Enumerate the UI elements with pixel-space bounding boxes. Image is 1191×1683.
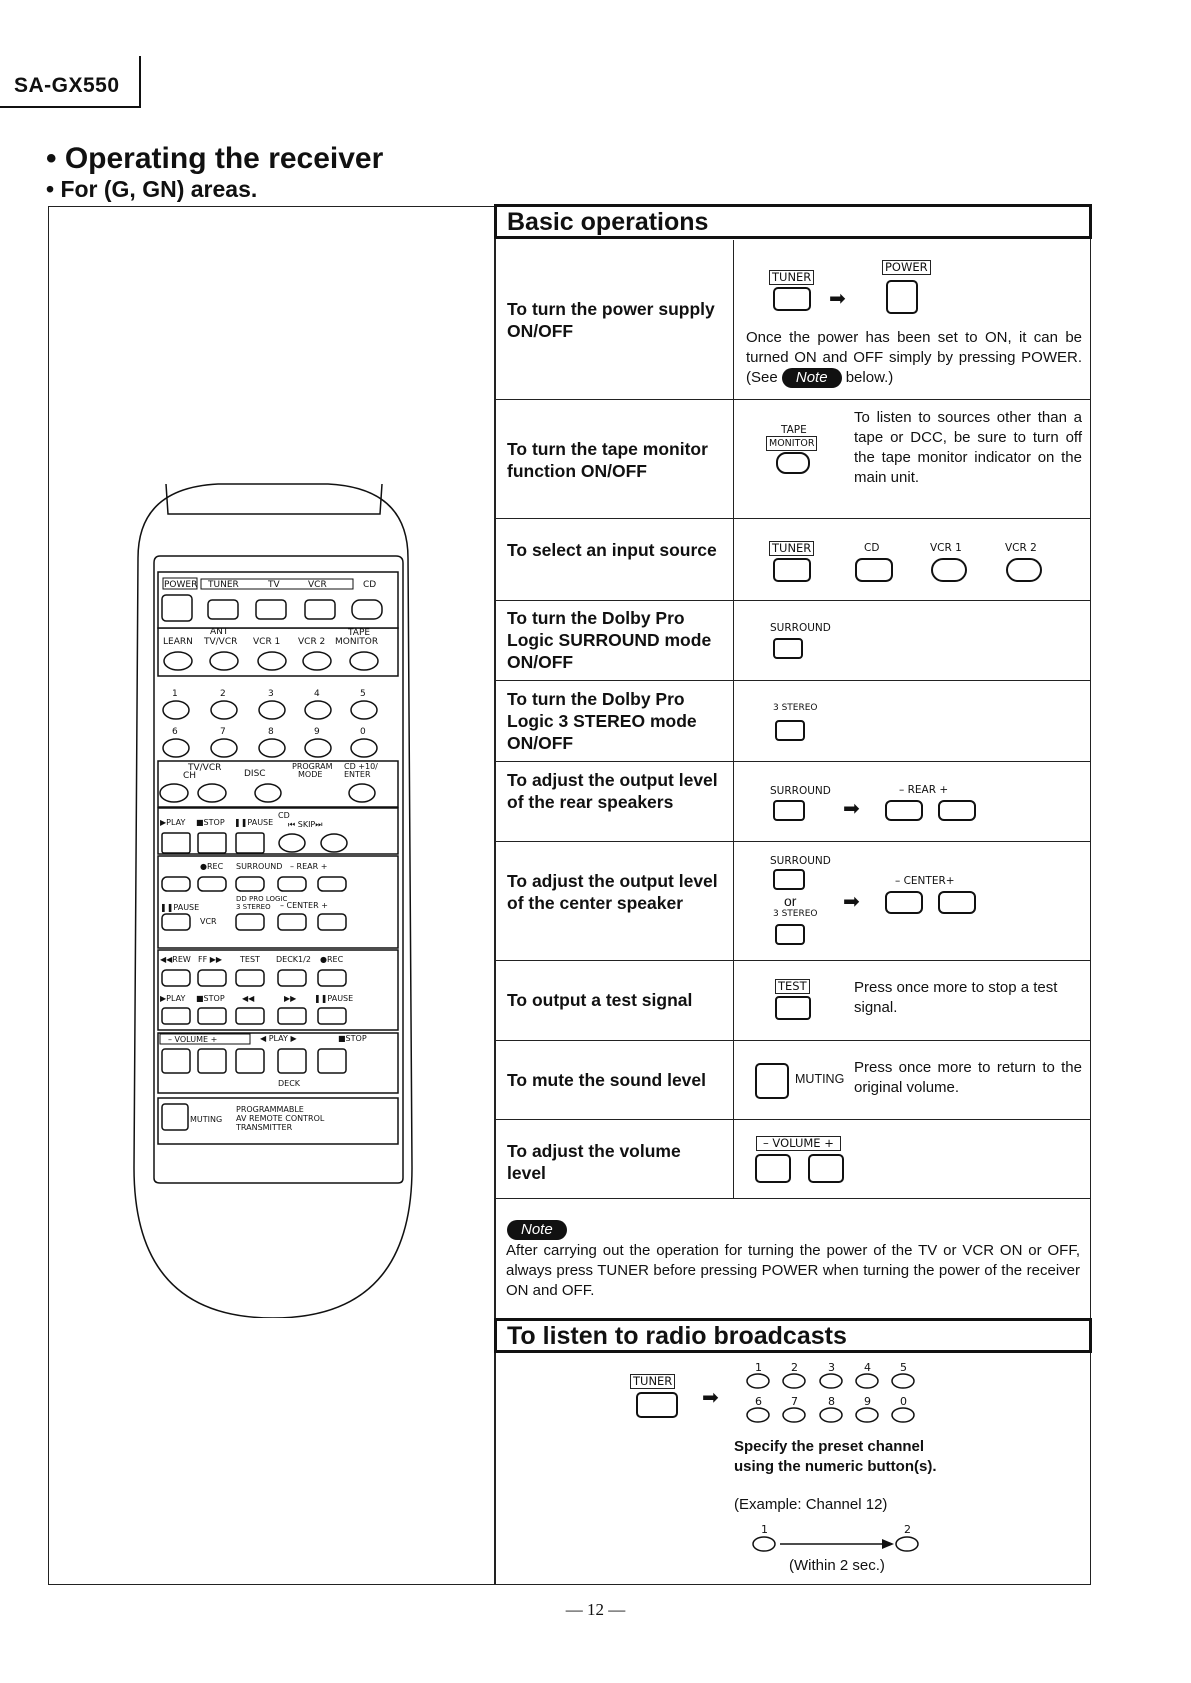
svg-text:CH: CH [183,771,197,781]
cd-button-icon [855,558,893,582]
svg-text:1: 1 [755,1361,762,1374]
svg-text:CD: CD [278,811,290,820]
surround-label: SURROUND [770,855,831,867]
arrow-right-icon: ➡ [702,1387,719,1409]
svg-text:6: 6 [755,1395,762,1408]
svg-text:VCR 2: VCR 2 [298,637,326,647]
model-number: SA-GX550 [14,74,120,97]
volume-label: – VOLUME + [756,1136,841,1151]
svg-text:9: 9 [314,727,320,737]
svg-text:TV/VCR: TV/VCR [204,637,238,647]
svg-text:▶▶: ▶▶ [284,994,297,1003]
svg-text:7: 7 [791,1395,798,1408]
mute-description: Press once more to return to the original volume. [854,1059,1082,1096]
3-stereo-button-icon [775,924,805,945]
svg-text:7: 7 [220,727,226,737]
example-sequence-icon [752,1522,932,1556]
arrow-right-icon: ➡ [843,891,860,913]
tuner-label: TUNER [630,1374,675,1389]
svg-text:VCR: VCR [308,580,327,590]
row-label-rear-speakers: To adjust the output level of the rear speakers [507,770,718,812]
rear-minus-button-icon [885,800,923,821]
note-badge: Note [782,368,842,388]
page-number: — 12 — [565,1600,626,1619]
svg-text:◀◀: ◀◀ [242,994,255,1003]
muting-button-icon [755,1063,789,1099]
row-divider [494,518,1091,519]
svg-text:DISC: DISC [244,769,266,779]
svg-text:6: 6 [172,727,178,737]
page-subtitle: • For (G, GN) areas. [46,176,258,202]
row-label-center-speaker: To adjust the output level of the center speaker [507,871,718,913]
3-stereo-label: 3 STEREO [773,703,818,713]
svg-text:PROGRAM: PROGRAM [292,762,333,771]
svg-text:DD PRO LOGIC: DD PRO LOGIC [236,895,288,903]
remote-power-button [162,595,192,621]
svg-text:TRANSMITTER: TRANSMITTER [236,1123,293,1132]
svg-text:TV/VCR: TV/VCR [188,763,222,773]
power-button-icon [886,280,918,314]
row-divider [494,1119,1091,1120]
radio-instruction: Specify the preset channel using the numeric button(s). [734,1438,937,1475]
or-label: or [784,893,797,909]
svg-text:4: 4 [864,1361,871,1374]
svg-text:0: 0 [360,727,366,737]
row-divider [494,960,1091,961]
svg-text:ENTER: ENTER [344,770,371,779]
svg-text:MODE: MODE [298,770,323,779]
svg-text:FF ▶▶: FF ▶▶ [198,955,223,964]
center-minus-button-icon [885,891,923,914]
row-divider [494,1040,1091,1041]
note-text: After carrying out the operation for turning the power of the TV or VCR ON or OFF, always press TUNER before pressing POWER when turning the power of the receiver ON and OFF. [506,1242,1080,1299]
svg-text:CD +10/: CD +10/ [344,762,378,771]
row-divider [494,1198,1091,1199]
surround-button-icon [773,800,805,821]
svg-text:■STOP: ■STOP [196,994,225,1003]
svg-text:❚❚PAUSE: ❚❚PAUSE [314,994,354,1003]
center-label: – CENTER+ [895,875,955,887]
tuner-button-icon [773,287,811,311]
svg-text:DECK1/2: DECK1/2 [276,955,311,964]
svg-text:1: 1 [172,689,178,699]
svg-text:▶PLAY: ▶PLAY [160,818,186,827]
radio-within-note: (Within 2 sec.) [789,1557,885,1574]
row-label-tape-monitor: To turn the tape monitor function ON/OFF [507,439,708,481]
svg-text:TV: TV [268,580,280,590]
arrow-right-icon: ➡ [829,288,846,310]
power-description: Once the power has been set to ON, it can be turned ON and OFF simply by pressing POWER. (See Note below.) [746,329,1082,386]
svg-text:8: 8 [268,727,274,737]
svg-text:2: 2 [904,1523,911,1536]
svg-text:▶PLAY: ▶PLAY [160,994,186,1003]
section-basic-operations: Basic operations [494,204,1092,239]
rear-label: – REAR + [899,784,949,796]
svg-text:1: 1 [761,1523,768,1536]
row-label-mute: To mute the sound level [507,1070,707,1090]
svg-text:MUTING: MUTING [190,1115,223,1124]
test-description: Press once more to stop a test signal. [854,979,1058,1016]
surround-button-icon [773,638,803,659]
power-label: POWER [882,260,931,275]
svg-text:9: 9 [864,1395,871,1408]
monitor-label: MONITOR [766,436,817,451]
vcr1-button-icon [931,558,967,582]
svg-text:TAPE: TAPE [348,628,371,638]
svg-text:2: 2 [791,1361,798,1374]
section-radio-broadcasts: To listen to radio broadcasts [494,1318,1092,1353]
arrow-right-icon: ➡ [843,798,860,820]
row-divider [494,761,1091,762]
svg-text:– REAR +: – REAR + [290,862,328,871]
svg-text:■STOP: ■STOP [338,1034,367,1043]
svg-text:– CENTER +: – CENTER + [280,901,328,910]
svg-text:VCR: VCR [200,917,217,926]
vcr2-button-icon [1006,558,1042,582]
svg-text:SURROUND: SURROUND [236,862,283,871]
svg-text:0: 0 [900,1395,907,1408]
svg-text:5: 5 [360,689,366,699]
svg-text:CD: CD [363,580,377,590]
note-badge: Note [507,1220,567,1240]
surround-button-icon [773,869,805,890]
row-divider [494,680,1091,681]
test-button-icon [775,996,811,1020]
svg-text:4: 4 [314,689,320,699]
3-stereo-label: 3 STEREO [773,909,818,919]
svg-text:LEARN: LEARN [163,637,193,647]
cd-label: CD [864,542,880,554]
3-stereo-button-icon [775,720,805,741]
row-label-power: To turn the power supply ON/OFF [507,299,715,341]
divider [139,56,141,108]
row-label-3-stereo: To turn the Dolby Pro Logic 3 STEREO mode ON/OFF [507,689,697,753]
svg-text:5: 5 [900,1361,907,1374]
remote-control-illustration [128,478,418,1318]
svg-text:●REC: ●REC [320,955,344,964]
svg-text:◀◀REW: ◀◀REW [160,955,191,964]
row-label-surround: To turn the Dolby Pro Logic SURROUND mode ON/OFF [507,608,712,672]
svg-text:MONITOR: MONITOR [335,637,379,647]
svg-text:3 STEREO: 3 STEREO [236,903,271,911]
tape-monitor-description: To listen to sources other than a tape or DCC, be sure to turn off the tape monitor indicator on the main unit. [854,409,1082,486]
tape-label: TAPE [781,424,807,436]
tuner-button-icon [773,558,811,582]
rear-plus-button-icon [938,800,976,821]
volume-up-button-icon [808,1154,844,1183]
svg-text:8: 8 [828,1395,835,1408]
svg-text:3: 3 [828,1361,835,1374]
row-label-volume: To adjust the volume level [507,1141,681,1183]
svg-text:■STOP: ■STOP [196,818,225,827]
tape-monitor-button-icon [776,452,810,474]
center-plus-button-icon [938,891,976,914]
test-label: TEST [775,979,810,994]
row-label-test-signal: To output a test signal [507,990,693,1010]
row-divider [494,600,1091,601]
svg-text:●REC: ●REC [200,862,224,871]
row-divider [494,841,1091,842]
surround-label: SURROUND [770,622,831,634]
svg-text:AV REMOTE CONTROL: AV REMOTE CONTROL [236,1114,325,1123]
svg-text:TEST: TEST [240,955,260,964]
tuner-label: TUNER [769,270,814,285]
svg-text:PROGRAMMABLE: PROGRAMMABLE [236,1105,304,1114]
page-title: • Operating the receiver [46,142,384,175]
svg-text:TUNER: TUNER [208,580,239,590]
muting-label: MUTING [795,1072,845,1086]
remote-power-label: POWER [164,580,198,590]
svg-text:– VOLUME +: – VOLUME + [168,1035,218,1044]
volume-down-button-icon [755,1154,791,1183]
svg-text:3: 3 [268,689,274,699]
svg-text:◀ PLAY ▶: ◀ PLAY ▶ [260,1034,297,1043]
svg-text:⏮ SKIP⏭: ⏮ SKIP⏭ [288,820,323,829]
surround-label: SURROUND [770,785,831,797]
vcr1-label: VCR 1 [930,542,962,554]
svg-text:❚❚PAUSE: ❚❚PAUSE [160,903,200,912]
svg-text:ANT: ANT [210,627,229,637]
divider [0,106,140,108]
table-divider [733,240,734,1198]
svg-text:❚❚PAUSE: ❚❚PAUSE [234,818,274,827]
row-label-input-source: To select an input source [507,540,717,560]
svg-text:2: 2 [220,689,226,699]
radio-example: (Example: Channel 12) [734,1496,888,1513]
svg-text:DECK: DECK [278,1079,301,1088]
row-divider [494,399,1091,400]
tuner-button-icon [636,1392,678,1418]
svg-text:VCR 1: VCR 1 [253,637,281,647]
numeric-buttons-icon [745,1358,925,1438]
tuner-label: TUNER [769,541,814,556]
vcr2-label: VCR 2 [1005,542,1037,554]
